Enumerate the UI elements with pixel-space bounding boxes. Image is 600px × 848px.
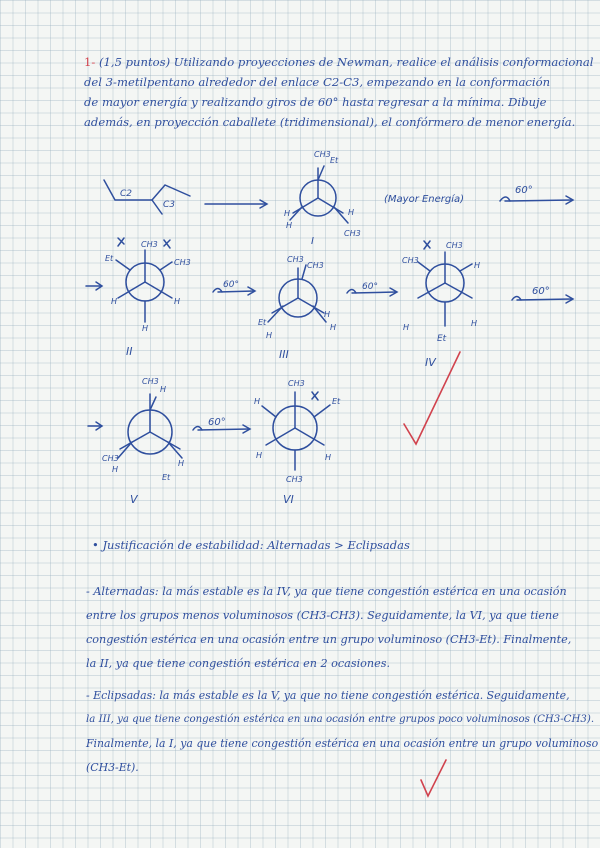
rotation-arrow-2 bbox=[213, 280, 255, 295]
conformer-vi bbox=[254, 379, 341, 506]
max-energy-label: (Mayor Energía) bbox=[384, 194, 465, 205]
i-h2: H bbox=[286, 221, 293, 230]
conformer-iii bbox=[258, 255, 336, 361]
svg-text:H: H bbox=[178, 459, 185, 468]
svg-text:Et: Et bbox=[105, 254, 114, 263]
eclipsed-line-2: la III, ya que tiene congestión estérica en una ocasión entre grupos poco voluminosos (CH3-CH3). bbox=[86, 714, 595, 725]
i-ch3-b: CH3 bbox=[344, 229, 361, 238]
svg-text:60°: 60° bbox=[223, 280, 239, 290]
eclipsed-paragraph bbox=[86, 684, 599, 780]
svg-text:60°: 60° bbox=[208, 417, 226, 428]
svg-text:CH3: CH3 bbox=[142, 377, 159, 386]
staggered-line-1: - Alternadas: la más estable es la IV, ya que tiene congestión estérica en una ocasión bbox=[86, 585, 567, 598]
svg-text:CH3: CH3 bbox=[287, 255, 304, 264]
svg-text:CH3: CH3 bbox=[102, 454, 119, 463]
justification-title: • Justificación de estabilidad: Alternadas > Eclipsadas bbox=[92, 538, 410, 552]
svg-text:H: H bbox=[111, 297, 118, 306]
svg-text:H: H bbox=[403, 323, 410, 332]
roman-i: I bbox=[311, 236, 314, 247]
svg-text:H: H bbox=[256, 451, 263, 460]
svg-text:CH3: CH3 bbox=[288, 379, 305, 388]
conformer-iv bbox=[402, 241, 480, 369]
staggered-line-2: entre los grupos menos voluminosos (CH3-CH3). Seguidamente, la VI, ya que tiene bbox=[86, 609, 559, 622]
eclipsed-line-1: - Eclipsadas: la más estable es la V, ya que no tiene congestión estérica. Seguidamente, bbox=[86, 689, 570, 702]
svg-text:CH3: CH3 bbox=[174, 258, 191, 267]
svg-text:Et: Et bbox=[162, 473, 171, 482]
roman-iii: III bbox=[279, 348, 289, 361]
svg-text:H: H bbox=[254, 397, 261, 406]
roman-vi: VI bbox=[283, 493, 294, 506]
rotation-arrow-4 bbox=[512, 286, 573, 303]
staggered-line-4: la II, ya que tiene congestión estérica en 2 ocasiones. bbox=[86, 657, 391, 670]
question-line-2: del 3-metilpentano alrededor del enlace C2-C3, empezando en la conformación bbox=[84, 75, 551, 89]
question-number: 1- bbox=[84, 55, 96, 69]
conformer-v bbox=[102, 377, 184, 506]
svg-text:60°: 60° bbox=[515, 185, 533, 196]
svg-text:H: H bbox=[324, 310, 331, 319]
svg-text:H: H bbox=[266, 331, 273, 340]
svg-text:H: H bbox=[112, 465, 119, 474]
i-h1: H bbox=[284, 209, 291, 218]
svg-text:H: H bbox=[174, 297, 181, 306]
staggered-line-3: congestión estérica en una ocasión entre un grupo voluminoso (CH3-Et). Finalmente, bbox=[86, 633, 572, 646]
svg-text:Et: Et bbox=[437, 334, 447, 344]
question-line-1: (1,5 puntos) Utilizando proyecciones de Newman, realice el análisis conformacional bbox=[98, 55, 594, 69]
svg-text:CH3: CH3 bbox=[141, 240, 158, 249]
svg-text:60°: 60° bbox=[532, 286, 550, 297]
rotation-arrow-3 bbox=[347, 282, 397, 296]
conformer-ii bbox=[105, 238, 191, 358]
staggered-paragraph bbox=[86, 580, 586, 676]
eclipsed-line-3: Finalmente, la I, ya que tiene congestión estérica en una ocasión entre un grupo voluminoso bbox=[86, 737, 599, 750]
label-c2: C2 bbox=[120, 189, 133, 199]
roman-v: V bbox=[130, 493, 138, 506]
i-h3: H bbox=[348, 208, 355, 217]
i-ch3: CH3 bbox=[314, 150, 331, 159]
svg-text:H: H bbox=[160, 385, 167, 394]
rotation-arrow-1 bbox=[500, 185, 573, 204]
i-et: Et bbox=[330, 156, 339, 165]
roman-iv: IV bbox=[425, 356, 436, 369]
svg-text:H: H bbox=[474, 261, 481, 270]
svg-text:Et: Et bbox=[332, 397, 341, 406]
question-line-4: además, en proyección caballete (tridimensional), el confórmero de menor energía. bbox=[84, 115, 576, 129]
svg-text:Et: Et bbox=[258, 318, 267, 327]
skeletal-structure bbox=[104, 180, 190, 214]
svg-text:H: H bbox=[330, 323, 337, 332]
rotation-arrow-5 bbox=[193, 417, 250, 433]
svg-text:H: H bbox=[142, 324, 149, 333]
svg-text:CH3: CH3 bbox=[286, 475, 303, 484]
question-line-3: de mayor energía y realizando giros de 60° hasta regresar a la mínima. Dibuje bbox=[84, 95, 547, 109]
svg-text:CH3: CH3 bbox=[446, 241, 463, 250]
svg-text:60°: 60° bbox=[362, 282, 378, 292]
conformer-i bbox=[284, 150, 361, 247]
label-c3: C3 bbox=[163, 200, 176, 210]
svg-text:CH3: CH3 bbox=[307, 261, 324, 270]
svg-text:H: H bbox=[471, 319, 478, 328]
svg-text:CH3: CH3 bbox=[402, 256, 419, 265]
eclipsed-line-4: (CH3-Et). bbox=[86, 761, 139, 774]
svg-text:H: H bbox=[325, 453, 332, 462]
roman-ii: II bbox=[126, 345, 133, 358]
